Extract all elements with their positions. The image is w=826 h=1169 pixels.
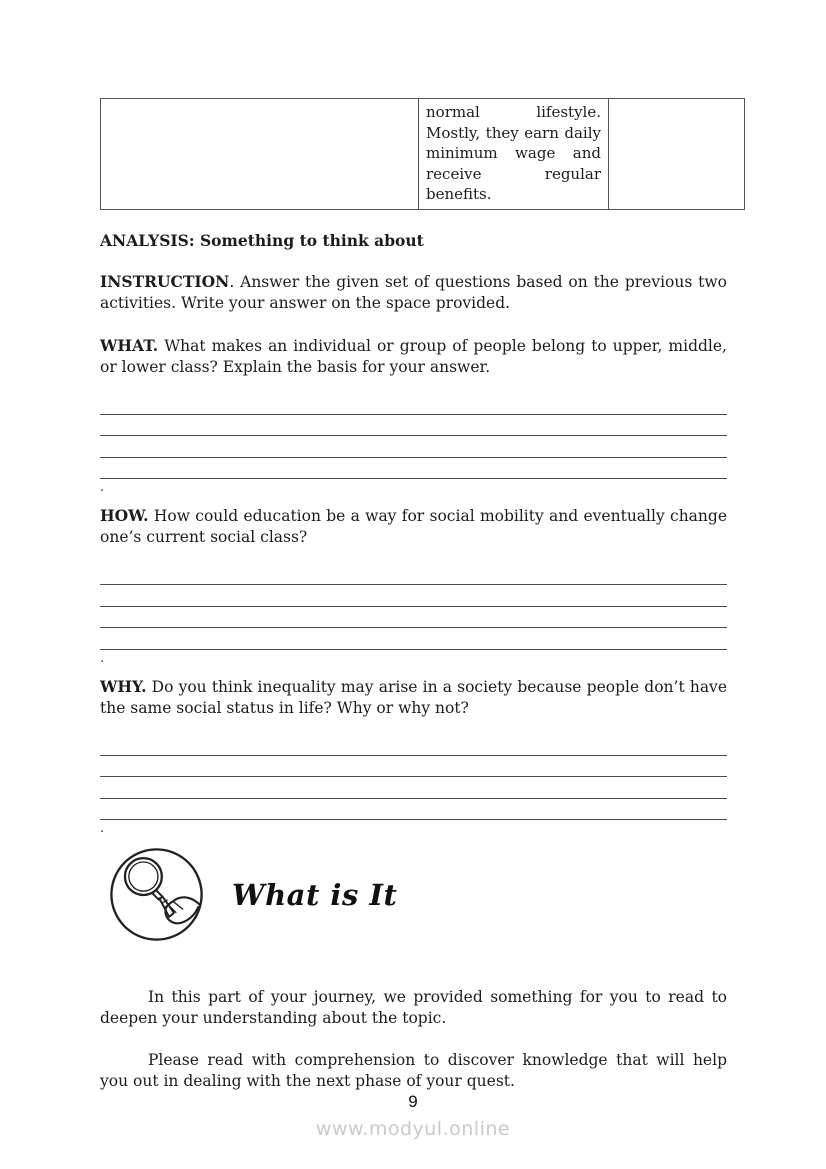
page-number: 9 [408,1092,418,1111]
answer-line [100,415,727,437]
instruction-label: INSTRUCTION [100,271,230,291]
question-what-label: WHAT. [100,335,159,355]
question-how-label: HOW. [100,506,149,525]
table-row [101,99,745,210]
question-how-paragraph [100,505,727,548]
answer-line [100,777,727,799]
page-content [100,98,727,1108]
stray-period: . [100,821,105,836]
stray-period: . [100,650,105,666]
answer-line [100,585,727,607]
intro-paragraph-2: Please read with comprehension to discover knowledge that will help you out in dealing with the next phase of your quest. [100,1051,727,1090]
watermark-text: www.modyul.online [315,1118,511,1140]
analysis-heading: ANALYSIS: Something to think about [100,230,424,250]
question-how-text: How could education be a way for social mobility and eventually change one’s current social class? [100,507,727,546]
answer-lines-how [100,564,727,650]
intro-paragraph-1: In this part of your journey, we provided something for you to read to deepen your understanding about the topic. [100,988,727,1027]
answer-lines-what [100,393,727,479]
answer-line [100,436,727,458]
question-what [100,335,727,496]
what-is-it-section-header [100,846,727,943]
answer-line [100,393,727,415]
social-class-table-fragment [100,98,745,210]
table-cell-empty-right [609,99,745,210]
question-why-text: Do you think inequality may arise in a society because people don’t have the same social status in life? Why or why not? [100,677,727,717]
answer-line [100,564,727,586]
magnifying-glass-hand-icon [108,846,205,943]
question-why [100,676,727,837]
question-why-label: WHY. [100,676,147,696]
answer-line [100,458,727,480]
question-how [100,505,727,666]
stray-period: . [100,480,105,495]
what-is-it-heading: What is It [232,877,398,912]
table-cell-description: normal lifestyle. Mostly, they earn daily minimum wage and receive regular benefits. [419,99,609,210]
answer-line [100,799,727,821]
question-what-paragraph [100,335,727,378]
instruction-text: . Answer the given set of questions based on the previous two activities. Write your answer on the space provided. [100,272,727,312]
answer-line [100,734,727,756]
table-cell-empty-left [101,99,419,210]
instruction-paragraph [100,271,727,314]
question-what-text: What makes an individual or group of people belong to upper, middle, or lower class? Explain the basis for your answer. [100,336,727,376]
answer-line [100,628,727,650]
question-why-paragraph [100,676,727,719]
answer-line [100,607,727,629]
answer-lines-why [100,734,727,820]
answer-line [100,756,727,778]
